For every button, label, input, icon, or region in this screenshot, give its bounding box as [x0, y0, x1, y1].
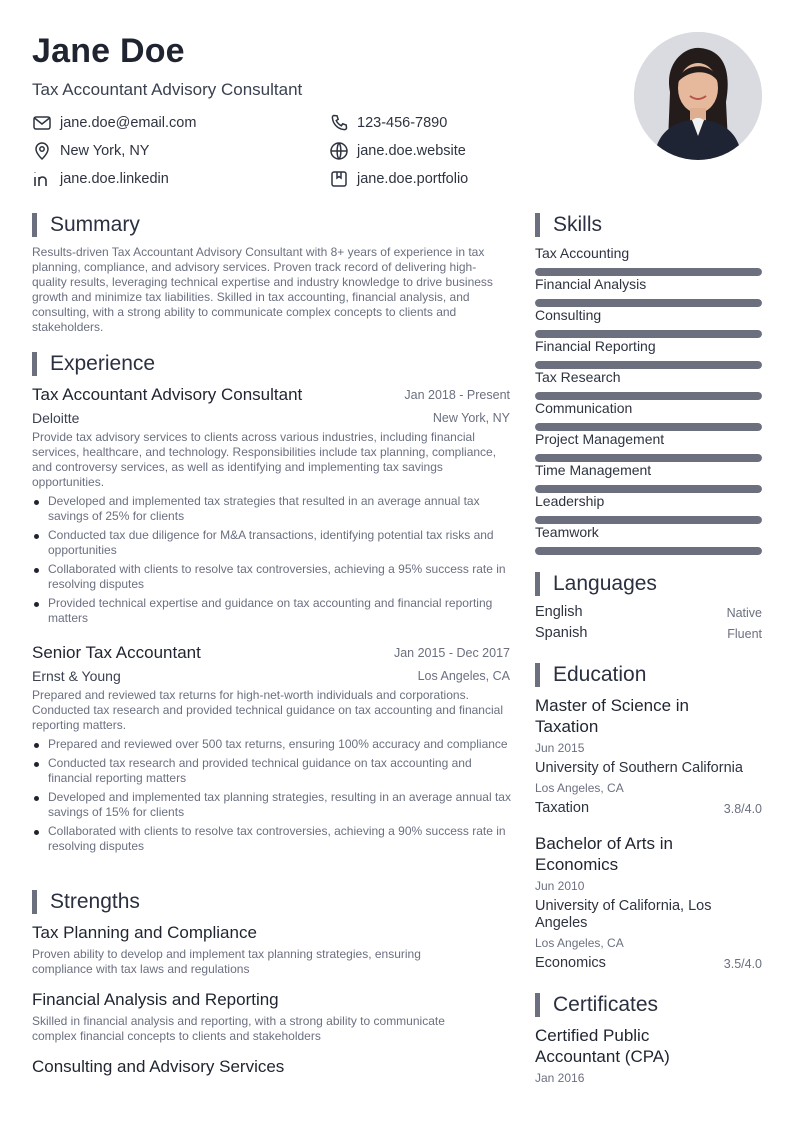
- job-bullet: Developed and implemented tax planning strategies, resulting in an average annual tax savings of 15% for clients: [32, 790, 512, 820]
- education-gpa: 3.8/4.0: [723, 802, 762, 816]
- contact-email[interactable]: [32, 112, 196, 134]
- summary-heading-text: Summary: [50, 213, 140, 236]
- contact-portfolio-text: jane.doe.portfolio: [357, 171, 469, 187]
- section-accent-bar: [535, 993, 540, 1017]
- job-location: Los Angeles, CA: [417, 669, 510, 683]
- strengths-heading-text: Strengths: [50, 890, 140, 913]
- skills-heading-text: Skills: [553, 213, 603, 236]
- skill-label: Communication: [535, 400, 633, 416]
- globe-icon: [329, 141, 349, 161]
- location-pin-icon: [32, 141, 52, 161]
- email-icon: [32, 113, 52, 133]
- skill-bar-track: [535, 485, 762, 493]
- skills-heading: [535, 212, 602, 238]
- job-description: Provide tax advisory services to clients across various industries, including financial services, healthcare, and technology. Responsibilities include tax planning, compliance, and controversy services, as well as identifying and implementing tax savings opportunities.: [32, 430, 497, 489]
- contact-location: [32, 140, 149, 162]
- strength-text: Skilled in financial analysis and reporting, with a strong ability to communicate complex financial concepts to clients and stakeholders: [32, 1014, 445, 1043]
- skill-bar-fill: [535, 454, 762, 462]
- education-date: Jun 2015: [535, 741, 585, 755]
- contact-phone-text: 123-456-7890: [357, 115, 448, 131]
- phone-icon: [329, 113, 349, 133]
- contact-website-text: jane.doe.website: [357, 143, 466, 159]
- skill-label: Tax Research: [535, 369, 621, 385]
- languages-heading-text: Languages: [553, 572, 657, 595]
- contact-phone[interactable]: [329, 112, 447, 134]
- languages-heading: [535, 571, 657, 597]
- skill-item: [535, 245, 762, 276]
- certificates-heading: [535, 992, 658, 1018]
- skill-item: [535, 276, 762, 307]
- skill-label: Consulting: [535, 307, 602, 323]
- strength-title: Tax Planning and Compliance: [32, 923, 257, 942]
- job-bullet: Provided technical expertise and guidance on tax accounting and financial reporting matters: [32, 596, 512, 626]
- section-accent-bar: [535, 572, 540, 596]
- skill-label: Leadership: [535, 493, 605, 509]
- education-heading-text: Education: [553, 663, 647, 686]
- certificate-date: Jan 2016: [535, 1071, 585, 1085]
- certificate-name: Certified Public Accountant (CPA): [535, 1026, 670, 1066]
- education-degree: Master of Science in Taxation: [535, 696, 690, 736]
- strength-title: Consulting and Advisory Services: [32, 1057, 285, 1076]
- skill-label: Financial Reporting: [535, 338, 656, 354]
- contact-location-text: New York, NY: [60, 143, 150, 159]
- education-date: Jun 2010: [535, 879, 585, 893]
- education-location: Los Angeles, CA: [535, 781, 624, 795]
- job-title: Senior Tax Accountant: [32, 643, 201, 662]
- strengths-heading: [32, 889, 140, 915]
- job-company: Ernst & Young: [32, 668, 121, 684]
- job-bullet: Collaborated with clients to resolve tax controversies, achieving a 95% success rate in resolving disputes: [32, 562, 512, 592]
- skill-label: Project Management: [535, 431, 665, 447]
- skill-item: [535, 524, 762, 555]
- job-dates: Jan 2018 - Present: [404, 388, 510, 402]
- skill-bar-track: [535, 299, 762, 307]
- skill-item: [535, 431, 762, 462]
- experience-heading-text: Experience: [50, 352, 156, 375]
- skill-label: Teamwork: [535, 524, 599, 540]
- job-bullet: Prepared and reviewed over 500 tax returns, ensuring 100% accuracy and compliance: [32, 737, 512, 752]
- skill-bar-track: [535, 516, 762, 524]
- job-company: Deloitte: [32, 410, 80, 426]
- education-gpa: 3.5/4.0: [723, 957, 762, 971]
- profile-photo: [634, 32, 762, 160]
- job-bullet: Conducted tax research and provided technical guidance on tax accounting and financial reporting matters: [32, 756, 512, 786]
- section-accent-bar: [535, 663, 540, 687]
- candidate-role: Tax Accountant Advisory Consultant: [32, 80, 303, 99]
- skill-bar-fill: [535, 547, 762, 555]
- contact-linkedin-text: jane.doe.linkedin: [60, 171, 169, 187]
- skill-bar-fill: [535, 299, 762, 307]
- skill-bar-fill: [535, 423, 762, 431]
- summary-text: Results-driven Tax Accountant Advisory Consultant with 8+ years of experience in tax planning, compliance, and advisory services. Proven track record of delivering high-quality results, leveraging technical expertise and industry knowledge to drive business growth and minimize tax liabilities. Skilled in tax accounting, financial analysis, and consulting, with a strong ability to communicate complex concepts to clients and stakeholders.: [32, 245, 493, 334]
- language-name: English: [535, 604, 583, 620]
- strength-text: Proven ability to develop and implement tax planning strategies, ensuring compliance with tax laws and regulations: [32, 947, 421, 976]
- skill-label: Tax Accounting: [535, 245, 630, 261]
- education-school: University of California, Los Angeles: [535, 898, 712, 931]
- job-title: Tax Accountant Advisory Consultant: [32, 385, 303, 404]
- language-level: Fluent: [727, 627, 762, 641]
- skill-label: Time Management: [535, 462, 652, 478]
- job-description: Prepared and reviewed tax returns for high-net-worth individuals and corporations. Conducted tax research and provided technical guidance on tax accounting and financial reporting matters.: [32, 688, 503, 732]
- section-accent-bar: [32, 890, 37, 914]
- contact-website[interactable]: [329, 140, 466, 162]
- certificates-heading-text: Certificates: [553, 993, 659, 1016]
- skill-label: Financial Analysis: [535, 276, 647, 292]
- education-field: Economics: [535, 955, 606, 971]
- skill-item: [535, 338, 762, 369]
- skill-bar-fill: [535, 516, 762, 524]
- contact-email-text: jane.doe@email.com: [60, 115, 197, 131]
- skill-bar-track: [535, 268, 762, 276]
- linkedin-icon: [32, 169, 52, 189]
- skill-bar-track: [535, 547, 762, 555]
- job-bullets: [32, 494, 512, 630]
- job-dates: Jan 2015 - Dec 2017: [393, 646, 510, 660]
- skill-item: [535, 307, 762, 338]
- skill-bar-fill: [535, 361, 762, 369]
- candidate-name: Jane Doe: [32, 32, 185, 70]
- skill-bar-track: [535, 423, 762, 431]
- strength-title: Financial Analysis and Reporting: [32, 990, 279, 1009]
- job-bullet: Collaborated with clients to resolve tax controversies, achieving a 90% success rate in resolving disputes: [32, 824, 512, 854]
- education-degree: Bachelor of Arts in Economics: [535, 834, 673, 874]
- skill-bar-fill: [535, 485, 762, 493]
- contact-linkedin[interactable]: [32, 168, 169, 190]
- skill-item: [535, 462, 762, 493]
- contact-portfolio[interactable]: [329, 168, 468, 190]
- job-bullet: Developed and implemented tax strategies that resulted in an average annual tax savings of 25% for clients: [32, 494, 512, 524]
- language-name: Spanish: [535, 625, 588, 641]
- language-level: Native: [726, 606, 762, 620]
- skill-bar-track: [535, 392, 762, 400]
- education-heading: [535, 662, 646, 688]
- skill-bar-fill: [535, 268, 762, 276]
- skill-bar-track: [535, 454, 762, 462]
- section-accent-bar: [535, 213, 540, 237]
- skill-bar-fill: [535, 392, 762, 400]
- skill-bar-track: [535, 330, 762, 338]
- job-location: New York, NY: [432, 411, 510, 425]
- education-field: Taxation: [535, 800, 590, 816]
- job-bullets: [32, 737, 512, 858]
- bookmark-icon: [329, 169, 349, 189]
- education-location: Los Angeles, CA: [535, 936, 624, 950]
- job-bullet: Conducted tax due diligence for M&A transactions, identifying potential tax risks and opportunities: [32, 528, 512, 558]
- skill-item: [535, 369, 762, 400]
- summary-heading: [32, 212, 140, 238]
- section-accent-bar: [32, 352, 37, 376]
- skill-bar-fill: [535, 330, 762, 338]
- skill-item: [535, 400, 762, 431]
- section-accent-bar: [32, 213, 37, 237]
- skill-item: [535, 493, 762, 524]
- experience-heading: [32, 351, 155, 377]
- skill-bar-track: [535, 361, 762, 369]
- education-school: University of Southern California: [535, 760, 743, 776]
